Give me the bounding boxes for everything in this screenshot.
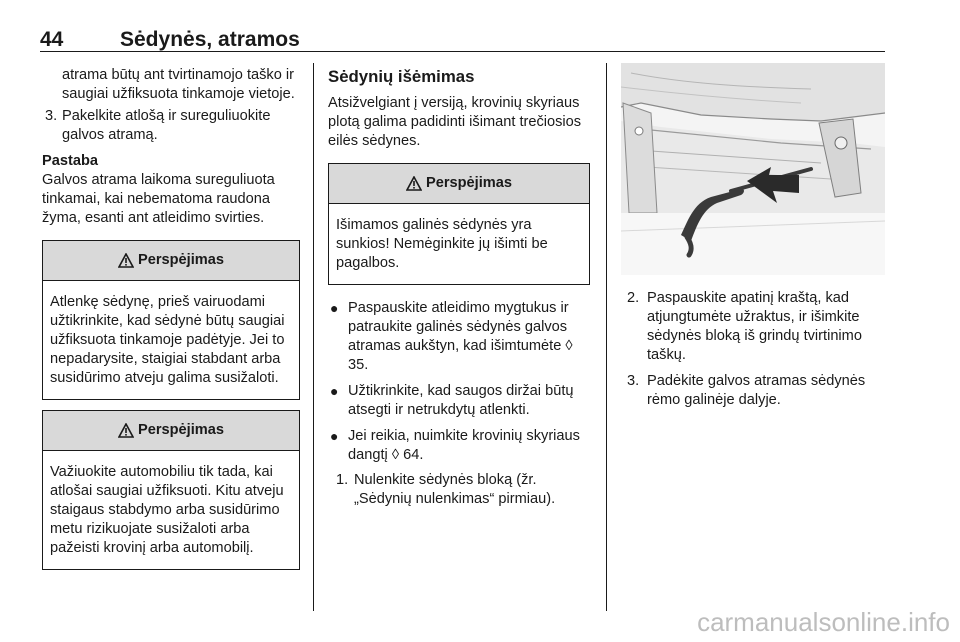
note-title: Pastaba bbox=[42, 153, 98, 169]
bullet-item-2 bbox=[328, 382, 590, 420]
step-3-item bbox=[42, 107, 300, 145]
column-divider-left bbox=[313, 63, 314, 611]
step-text: Nulenkite sėdynės bloką (žr. „Sėdynių nulenkimas“ pirmiau). bbox=[354, 472, 556, 507]
warning-body: Važiuokite automobiliu tik tada, kai atlošai saugiai užfiksuoti. Kitu atveju staigaus stabdymo arba susidūrimo metu rizikuojate susižaloti arba pažeisti krovinį arba automobilį. bbox=[50, 464, 284, 556]
page-title: Sėdynės, atramos bbox=[120, 28, 300, 51]
column-2 bbox=[328, 66, 590, 509]
step-number: 1. bbox=[336, 472, 349, 488]
step-text: Padėkite galvos atramas sėdynės rėmo galinėje dalyje. bbox=[647, 373, 866, 408]
warning-box-3 bbox=[328, 163, 590, 285]
step-number: 3. bbox=[627, 373, 640, 389]
bullet-symbol: ● bbox=[330, 383, 339, 399]
step-number: 2. bbox=[627, 290, 640, 306]
warning-header bbox=[329, 164, 589, 204]
note-text: Galvos atrama laikoma sureguliuota tinkamai, kai nebematoma raudona žyma, esanti ant atleidimo svirties. bbox=[42, 172, 275, 226]
bullet-symbol: ● bbox=[330, 300, 339, 316]
bullet-symbol: ● bbox=[330, 428, 339, 444]
warning-triangle-icon bbox=[118, 253, 134, 268]
column-1 bbox=[42, 66, 300, 570]
watermark: carmanualsonline.info bbox=[697, 607, 950, 637]
warning-header bbox=[43, 411, 299, 451]
step-text: Pakelkite atlošą ir sureguliuokite galvos atramą. bbox=[62, 108, 271, 143]
warning-body: Išimamos galinės sėdynės yra sunkios! Nemėginkite jų išimti be pagalbos. bbox=[336, 217, 548, 271]
step-2-item bbox=[627, 289, 889, 365]
warning-box-2 bbox=[42, 410, 300, 570]
warning-triangle-icon bbox=[406, 176, 422, 191]
page-number: 44 bbox=[40, 28, 64, 51]
step-number: 3. bbox=[45, 108, 58, 124]
warning-triangle-icon bbox=[118, 423, 134, 438]
step-3-item bbox=[627, 372, 889, 410]
bullet-item-1 bbox=[328, 299, 590, 375]
bullet-text: Paspauskite atleidimo mygtukus ir patraukite galinės sėdynės galvos atramas aukštyn, kad išimtumėte ◊ 35. bbox=[348, 300, 573, 373]
warning-body: Atlenkę sėdynę, prieš vairuodami užtikrinkite, kad sėdynė būtų saugiai užfiksuota tinkamoje padėtyje. Jei to nepadarysite, staigiai stabdant arba susidūrimo atveju galima susižaloti. bbox=[50, 294, 285, 386]
warning-header bbox=[43, 241, 299, 281]
bullet-item-3 bbox=[328, 427, 590, 465]
step-1-item bbox=[328, 471, 590, 509]
seat-removal-illustration bbox=[621, 63, 885, 275]
warning-title: Perspėjimas bbox=[138, 252, 224, 268]
continued-text: atrama būtų ant tvirtinamojo taško ir saugiai užfiksuota tinkamoje vietoje. bbox=[62, 67, 295, 102]
seat-illustration-drawing bbox=[621, 63, 885, 275]
header-divider bbox=[40, 51, 885, 52]
column-divider-right bbox=[606, 63, 607, 611]
intro-text: Atsižvelgiant į versiją, krovinių skyriaus plotą galima padidinti išimant trečiosios eilės sėdynes. bbox=[328, 95, 582, 149]
bullet-text: Jei reikia, nuimkite krovinių skyriaus dangtį ◊ 64. bbox=[348, 428, 580, 463]
warning-title: Perspėjimas bbox=[426, 175, 512, 191]
column-3 bbox=[627, 289, 889, 410]
warning-title: Perspėjimas bbox=[138, 422, 224, 438]
section-heading: Sėdynių išėmimas bbox=[328, 67, 475, 86]
step-text: Paspauskite apatinį kraštą, kad atjungtumėte užraktus, ir išimkite sėdynės bloką iš grindų tvirtinimo taškų. bbox=[647, 290, 862, 363]
bullet-text: Užtikrinkite, kad saugos diržai būtų atsegti ir netrukdytų atlenkti. bbox=[348, 383, 574, 418]
warning-box-1 bbox=[42, 240, 300, 400]
